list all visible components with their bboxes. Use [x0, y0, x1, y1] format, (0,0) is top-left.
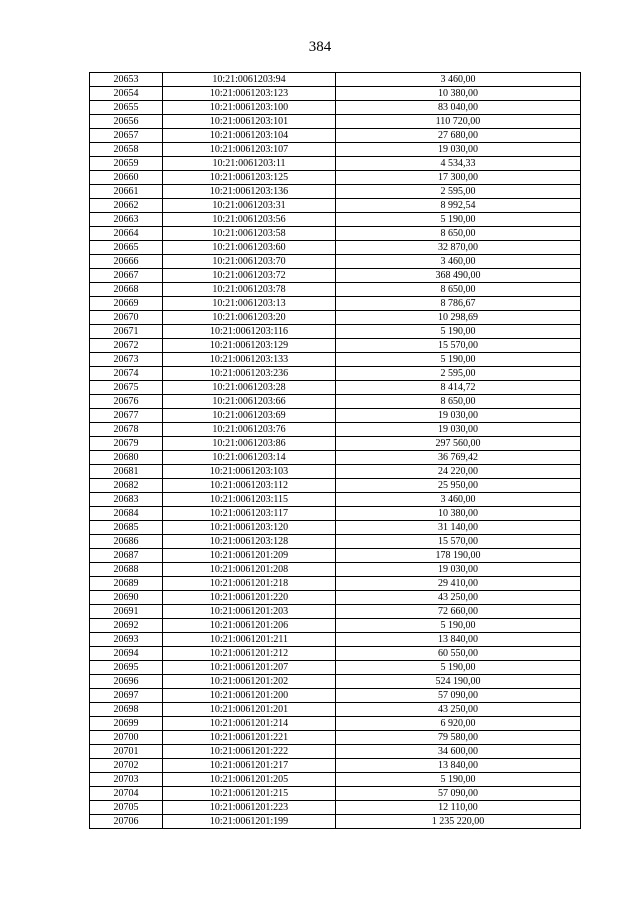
cadastral-number-cell: 10:21:0061203:66 — [163, 395, 336, 409]
value-cell: 10 380,00 — [336, 507, 581, 521]
table-row — [90, 423, 581, 437]
cadastral-number-cell: 10:21:0061203:72 — [163, 269, 336, 283]
row-number-cell: 20701 — [90, 745, 163, 759]
row-number-cell: 20655 — [90, 101, 163, 115]
row-number-cell: 20677 — [90, 409, 163, 423]
cadastral-number-cell: 10:21:0061203:107 — [163, 143, 336, 157]
cadastral-number-cell: 10:21:0061203:58 — [163, 227, 336, 241]
row-number-cell: 20671 — [90, 325, 163, 339]
table-row — [90, 171, 581, 185]
cadastral-number-cell: 10:21:0061203:104 — [163, 129, 336, 143]
cadastral-number-cell: 10:21:0061203:14 — [163, 451, 336, 465]
value-cell: 8 650,00 — [336, 395, 581, 409]
table-row — [90, 633, 581, 647]
row-number-cell: 20663 — [90, 213, 163, 227]
table-row — [90, 451, 581, 465]
value-cell: 36 769,42 — [336, 451, 581, 465]
cadastral-number-cell: 10:21:0061201:205 — [163, 773, 336, 787]
value-cell: 3 460,00 — [336, 493, 581, 507]
row-number-cell: 20673 — [90, 353, 163, 367]
table-row — [90, 563, 581, 577]
row-number-cell: 20659 — [90, 157, 163, 171]
row-number-cell: 20667 — [90, 269, 163, 283]
value-cell: 83 040,00 — [336, 101, 581, 115]
value-cell: 2 595,00 — [336, 185, 581, 199]
cadastral-number-cell: 10:21:0061201:208 — [163, 563, 336, 577]
value-cell: 8 786,67 — [336, 297, 581, 311]
cadastral-number-cell: 10:21:0061201:215 — [163, 787, 336, 801]
table-row — [90, 73, 581, 87]
row-number-cell: 20690 — [90, 591, 163, 605]
table-row — [90, 395, 581, 409]
value-cell: 27 680,00 — [336, 129, 581, 143]
value-cell: 34 600,00 — [336, 745, 581, 759]
value-cell: 25 950,00 — [336, 479, 581, 493]
table-row — [90, 689, 581, 703]
table-row — [90, 157, 581, 171]
value-cell: 43 250,00 — [336, 703, 581, 717]
row-number-cell: 20661 — [90, 185, 163, 199]
row-number-cell: 20684 — [90, 507, 163, 521]
cadastral-number-cell: 10:21:0061201:203 — [163, 605, 336, 619]
table-row — [90, 199, 581, 213]
row-number-cell: 20681 — [90, 465, 163, 479]
value-cell: 10 380,00 — [336, 87, 581, 101]
row-number-cell: 20704 — [90, 787, 163, 801]
table-body — [90, 73, 581, 829]
cadastral-number-cell: 10:21:0061201:221 — [163, 731, 336, 745]
table-row — [90, 283, 581, 297]
value-cell: 4 534,33 — [336, 157, 581, 171]
row-number-cell: 20675 — [90, 381, 163, 395]
page-number: 384 — [308, 39, 332, 55]
row-number-cell: 20695 — [90, 661, 163, 675]
cadastral-number-cell: 10:21:0061201:206 — [163, 619, 336, 633]
table-row — [90, 815, 581, 829]
table-row — [90, 213, 581, 227]
table-row — [90, 115, 581, 129]
table-row — [90, 311, 581, 325]
table-row — [90, 269, 581, 283]
value-cell: 19 030,00 — [336, 409, 581, 423]
cadastral-number-cell: 10:21:0061203:94 — [163, 73, 336, 87]
table-row — [90, 255, 581, 269]
cadastral-number-cell: 10:21:0061201:199 — [163, 815, 336, 829]
table-row — [90, 675, 581, 689]
cadastral-number-cell: 10:21:0061203:69 — [163, 409, 336, 423]
value-cell: 5 190,00 — [336, 619, 581, 633]
cadastral-number-cell: 10:21:0061203:31 — [163, 199, 336, 213]
cadastral-number-cell: 10:21:0061201:209 — [163, 549, 336, 563]
table-row — [90, 521, 581, 535]
cadastral-number-cell: 10:21:0061203:11 — [163, 157, 336, 171]
table-row — [90, 577, 581, 591]
table-row — [90, 87, 581, 101]
table-row — [90, 759, 581, 773]
table-row — [90, 185, 581, 199]
row-number-cell: 20694 — [90, 647, 163, 661]
value-cell: 24 220,00 — [336, 465, 581, 479]
cadastral-number-cell: 10:21:0061201:212 — [163, 647, 336, 661]
table-row — [90, 101, 581, 115]
value-cell: 5 190,00 — [336, 353, 581, 367]
value-cell: 79 580,00 — [336, 731, 581, 745]
table-row — [90, 745, 581, 759]
row-number-cell: 20699 — [90, 717, 163, 731]
value-cell: 1 235 220,00 — [336, 815, 581, 829]
row-number-cell: 20689 — [90, 577, 163, 591]
cadastral-number-cell: 10:21:0061203:123 — [163, 87, 336, 101]
table-row — [90, 787, 581, 801]
value-cell: 43 250,00 — [336, 591, 581, 605]
value-cell: 10 298,69 — [336, 311, 581, 325]
row-number-cell: 20664 — [90, 227, 163, 241]
table-row — [90, 591, 581, 605]
cadastral-number-cell: 10:21:0061203:116 — [163, 325, 336, 339]
row-number-cell: 20678 — [90, 423, 163, 437]
value-cell: 19 030,00 — [336, 563, 581, 577]
row-number-cell: 20697 — [90, 689, 163, 703]
table-row — [90, 493, 581, 507]
cadastral-number-cell: 10:21:0061201:217 — [163, 759, 336, 773]
value-cell: 110 720,00 — [336, 115, 581, 129]
table-row — [90, 367, 581, 381]
row-number-cell: 20698 — [90, 703, 163, 717]
value-cell: 19 030,00 — [336, 143, 581, 157]
table-row — [90, 381, 581, 395]
cadastral-number-cell: 10:21:0061201:202 — [163, 675, 336, 689]
cadastral-number-cell: 10:21:0061203:133 — [163, 353, 336, 367]
row-number-cell: 20669 — [90, 297, 163, 311]
table-row — [90, 605, 581, 619]
value-cell: 13 840,00 — [336, 759, 581, 773]
cadastral-number-cell: 10:21:0061203:128 — [163, 535, 336, 549]
row-number-cell: 20676 — [90, 395, 163, 409]
row-number-cell: 20700 — [90, 731, 163, 745]
cadastral-number-cell: 10:21:0061201:211 — [163, 633, 336, 647]
row-number-cell: 20682 — [90, 479, 163, 493]
row-number-cell: 20703 — [90, 773, 163, 787]
table-row — [90, 353, 581, 367]
cadastral-number-cell: 10:21:0061203:136 — [163, 185, 336, 199]
row-number-cell: 20660 — [90, 171, 163, 185]
value-cell: 6 920,00 — [336, 717, 581, 731]
value-cell: 5 190,00 — [336, 773, 581, 787]
table-row — [90, 437, 581, 451]
cadastral-number-cell: 10:21:0061203:100 — [163, 101, 336, 115]
row-number-cell: 20653 — [90, 73, 163, 87]
row-number-cell: 20702 — [90, 759, 163, 773]
cadastral-number-cell: 10:21:0061203:112 — [163, 479, 336, 493]
value-cell: 5 190,00 — [336, 213, 581, 227]
table-row — [90, 241, 581, 255]
cadastral-number-cell: 10:21:0061203:78 — [163, 283, 336, 297]
cadastral-number-cell: 10:21:0061203:13 — [163, 297, 336, 311]
table-row — [90, 143, 581, 157]
table-row — [90, 339, 581, 353]
cadastral-number-cell: 10:21:0061201:207 — [163, 661, 336, 675]
cadastral-number-cell: 10:21:0061203:115 — [163, 493, 336, 507]
cadastral-number-cell: 10:21:0061203:20 — [163, 311, 336, 325]
table-row — [90, 801, 581, 815]
table-row — [90, 227, 581, 241]
value-cell: 32 870,00 — [336, 241, 581, 255]
value-cell: 29 410,00 — [336, 577, 581, 591]
value-cell: 524 190,00 — [336, 675, 581, 689]
value-cell: 31 140,00 — [336, 521, 581, 535]
table-row — [90, 703, 581, 717]
value-cell: 12 110,00 — [336, 801, 581, 815]
row-number-cell: 20686 — [90, 535, 163, 549]
value-cell: 8 650,00 — [336, 227, 581, 241]
cadastral-number-cell: 10:21:0061201:214 — [163, 717, 336, 731]
cadastral-number-cell: 10:21:0061203:117 — [163, 507, 336, 521]
value-cell: 19 030,00 — [336, 423, 581, 437]
value-cell: 15 570,00 — [336, 339, 581, 353]
row-number-cell: 20668 — [90, 283, 163, 297]
value-cell: 3 460,00 — [336, 73, 581, 87]
cadastral-number-cell: 10:21:0061203:125 — [163, 171, 336, 185]
row-number-cell: 20662 — [90, 199, 163, 213]
row-number-cell: 20658 — [90, 143, 163, 157]
cadastral-number-cell: 10:21:0061203:129 — [163, 339, 336, 353]
value-cell: 178 190,00 — [336, 549, 581, 563]
table-row — [90, 409, 581, 423]
row-number-cell: 20685 — [90, 521, 163, 535]
cadastral-number-cell: 10:21:0061201:218 — [163, 577, 336, 591]
row-number-cell: 20693 — [90, 633, 163, 647]
value-cell: 15 570,00 — [336, 535, 581, 549]
table-row — [90, 773, 581, 787]
value-cell: 2 595,00 — [336, 367, 581, 381]
cadastral-number-cell: 10:21:0061203:70 — [163, 255, 336, 269]
table-row — [90, 297, 581, 311]
row-number-cell: 20674 — [90, 367, 163, 381]
cadastral-number-cell: 10:21:0061203:103 — [163, 465, 336, 479]
row-number-cell: 20683 — [90, 493, 163, 507]
row-number-cell: 20688 — [90, 563, 163, 577]
cadastral-number-cell: 10:21:0061203:76 — [163, 423, 336, 437]
cadastral-number-cell: 10:21:0061201:220 — [163, 591, 336, 605]
row-number-cell: 20705 — [90, 801, 163, 815]
cadastral-number-cell: 10:21:0061203:120 — [163, 521, 336, 535]
row-number-cell: 20657 — [90, 129, 163, 143]
data-table — [89, 72, 581, 829]
cadastral-number-cell: 10:21:0061203:236 — [163, 367, 336, 381]
row-number-cell: 20665 — [90, 241, 163, 255]
table-row — [90, 549, 581, 563]
row-number-cell: 20666 — [90, 255, 163, 269]
value-cell: 297 560,00 — [336, 437, 581, 451]
row-number-cell: 20656 — [90, 115, 163, 129]
table-row — [90, 465, 581, 479]
table-row — [90, 647, 581, 661]
table-row — [90, 325, 581, 339]
table-row — [90, 619, 581, 633]
table-row — [90, 535, 581, 549]
row-number-cell: 20692 — [90, 619, 163, 633]
cadastral-number-cell: 10:21:0061203:56 — [163, 213, 336, 227]
cadastral-number-cell: 10:21:0061203:28 — [163, 381, 336, 395]
table-row — [90, 731, 581, 745]
value-cell: 57 090,00 — [336, 787, 581, 801]
row-number-cell: 20687 — [90, 549, 163, 563]
table-row — [90, 661, 581, 675]
value-cell: 5 190,00 — [336, 325, 581, 339]
value-cell: 8 650,00 — [336, 283, 581, 297]
value-cell: 72 660,00 — [336, 605, 581, 619]
row-number-cell: 20654 — [90, 87, 163, 101]
cadastral-number-cell: 10:21:0061201:223 — [163, 801, 336, 815]
row-number-cell: 20696 — [90, 675, 163, 689]
cadastral-number-cell: 10:21:0061203:101 — [163, 115, 336, 129]
row-number-cell: 20680 — [90, 451, 163, 465]
row-number-cell: 20691 — [90, 605, 163, 619]
table-row — [90, 129, 581, 143]
table-row — [90, 479, 581, 493]
cadastral-number-cell: 10:21:0061203:86 — [163, 437, 336, 451]
value-cell: 57 090,00 — [336, 689, 581, 703]
value-cell: 368 490,00 — [336, 269, 581, 283]
row-number-cell: 20706 — [90, 815, 163, 829]
row-number-cell: 20670 — [90, 311, 163, 325]
table-row — [90, 507, 581, 521]
row-number-cell: 20672 — [90, 339, 163, 353]
value-cell: 8 992,54 — [336, 199, 581, 213]
cadastral-number-cell: 10:21:0061201:200 — [163, 689, 336, 703]
row-number-cell: 20679 — [90, 437, 163, 451]
value-cell: 3 460,00 — [336, 255, 581, 269]
cadastral-number-cell: 10:21:0061203:60 — [163, 241, 336, 255]
value-cell: 60 550,00 — [336, 647, 581, 661]
table-row — [90, 717, 581, 731]
value-cell: 17 300,00 — [336, 171, 581, 185]
value-cell: 5 190,00 — [336, 661, 581, 675]
value-cell: 13 840,00 — [336, 633, 581, 647]
value-cell: 8 414,72 — [336, 381, 581, 395]
cadastral-number-cell: 10:21:0061201:201 — [163, 703, 336, 717]
cadastral-number-cell: 10:21:0061201:222 — [163, 745, 336, 759]
